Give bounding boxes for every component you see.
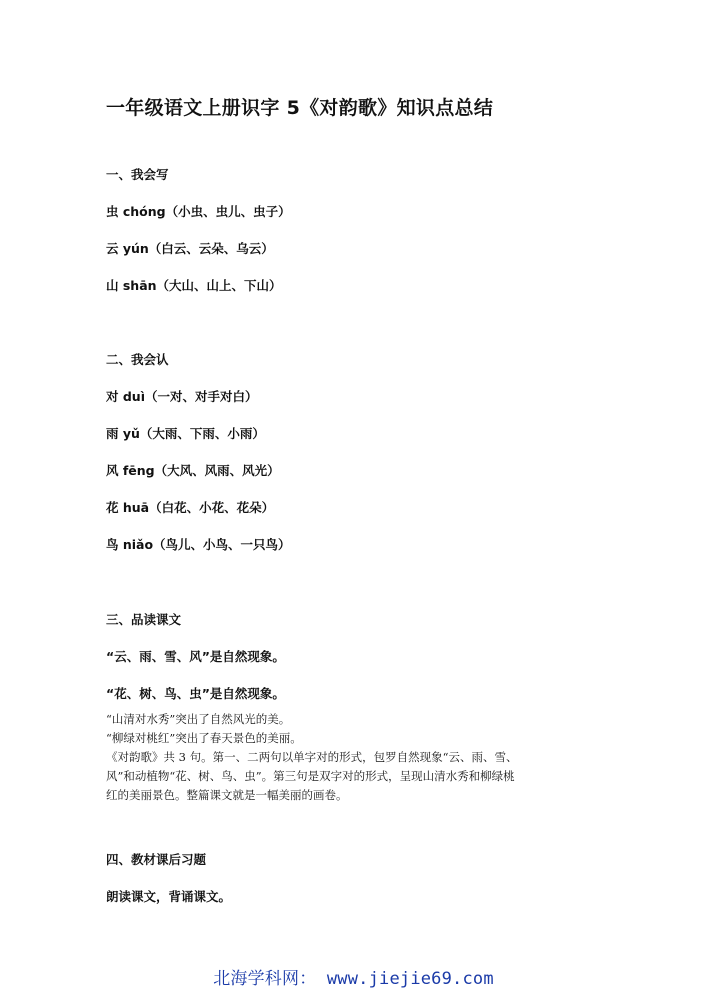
list-item: 风 fēng（大风、风雨、风光）	[106, 463, 280, 478]
paragraph-line: 红的美丽景色。整篇课文就是一幅美丽的画卷。	[106, 788, 348, 802]
list-item: 虫 chóng（小虫、虫儿、虫子）	[106, 204, 291, 219]
paragraph-line: 《对韵歌》共 3 句。第一、二两句以单字对的形式，包罗自然现象“云、雨、雪、	[106, 750, 518, 764]
paragraph-line: “柳绿对桃红”突出了春天景色的美丽。	[106, 731, 302, 745]
list-item: 云 yún（白云、云朵、乌云）	[106, 241, 274, 256]
paragraph-line: “山清对水秀”突出了自然风光的美。	[106, 712, 291, 726]
list-item: 朗读课文，背诵课文。	[106, 889, 232, 904]
list-item: 鸟 niǎo（鸟儿、小鸟、一只鸟）	[106, 537, 291, 552]
page-title: 一年级语文上册识字 5《对韵歌》知识点总结	[106, 97, 494, 119]
footer-site-link[interactable]: 北海学科网： www.jiejie69.com	[213, 969, 494, 989]
section-heading-write: 一、我会写	[106, 167, 169, 182]
reading-paragraph	[106, 710, 606, 805]
list-item: 雨 yǔ（大雨、下雨、小雨）	[106, 426, 265, 441]
section-heading-reading: 三、品读课文	[106, 612, 182, 627]
section-heading-exercises: 四、教材课后习题	[106, 852, 207, 867]
list-item: 山 shān（大山、山上、下山）	[106, 278, 282, 293]
list-item: 对 duì（一对、对手对白）	[106, 389, 258, 404]
quote-line: “花、树、鸟、虫”是自然现象。	[106, 686, 285, 701]
quote-line: “云、雨、雪、风”是自然现象。	[106, 649, 285, 664]
list-item: 花 huā（白花、小花、花朵）	[106, 500, 275, 515]
paragraph-line: 风”和动植物“花、树、鸟、虫”。第三句是双字对的形式，呈现山清水秀和柳绿桃	[106, 769, 515, 783]
section-heading-recognize: 二、我会认	[106, 352, 169, 367]
